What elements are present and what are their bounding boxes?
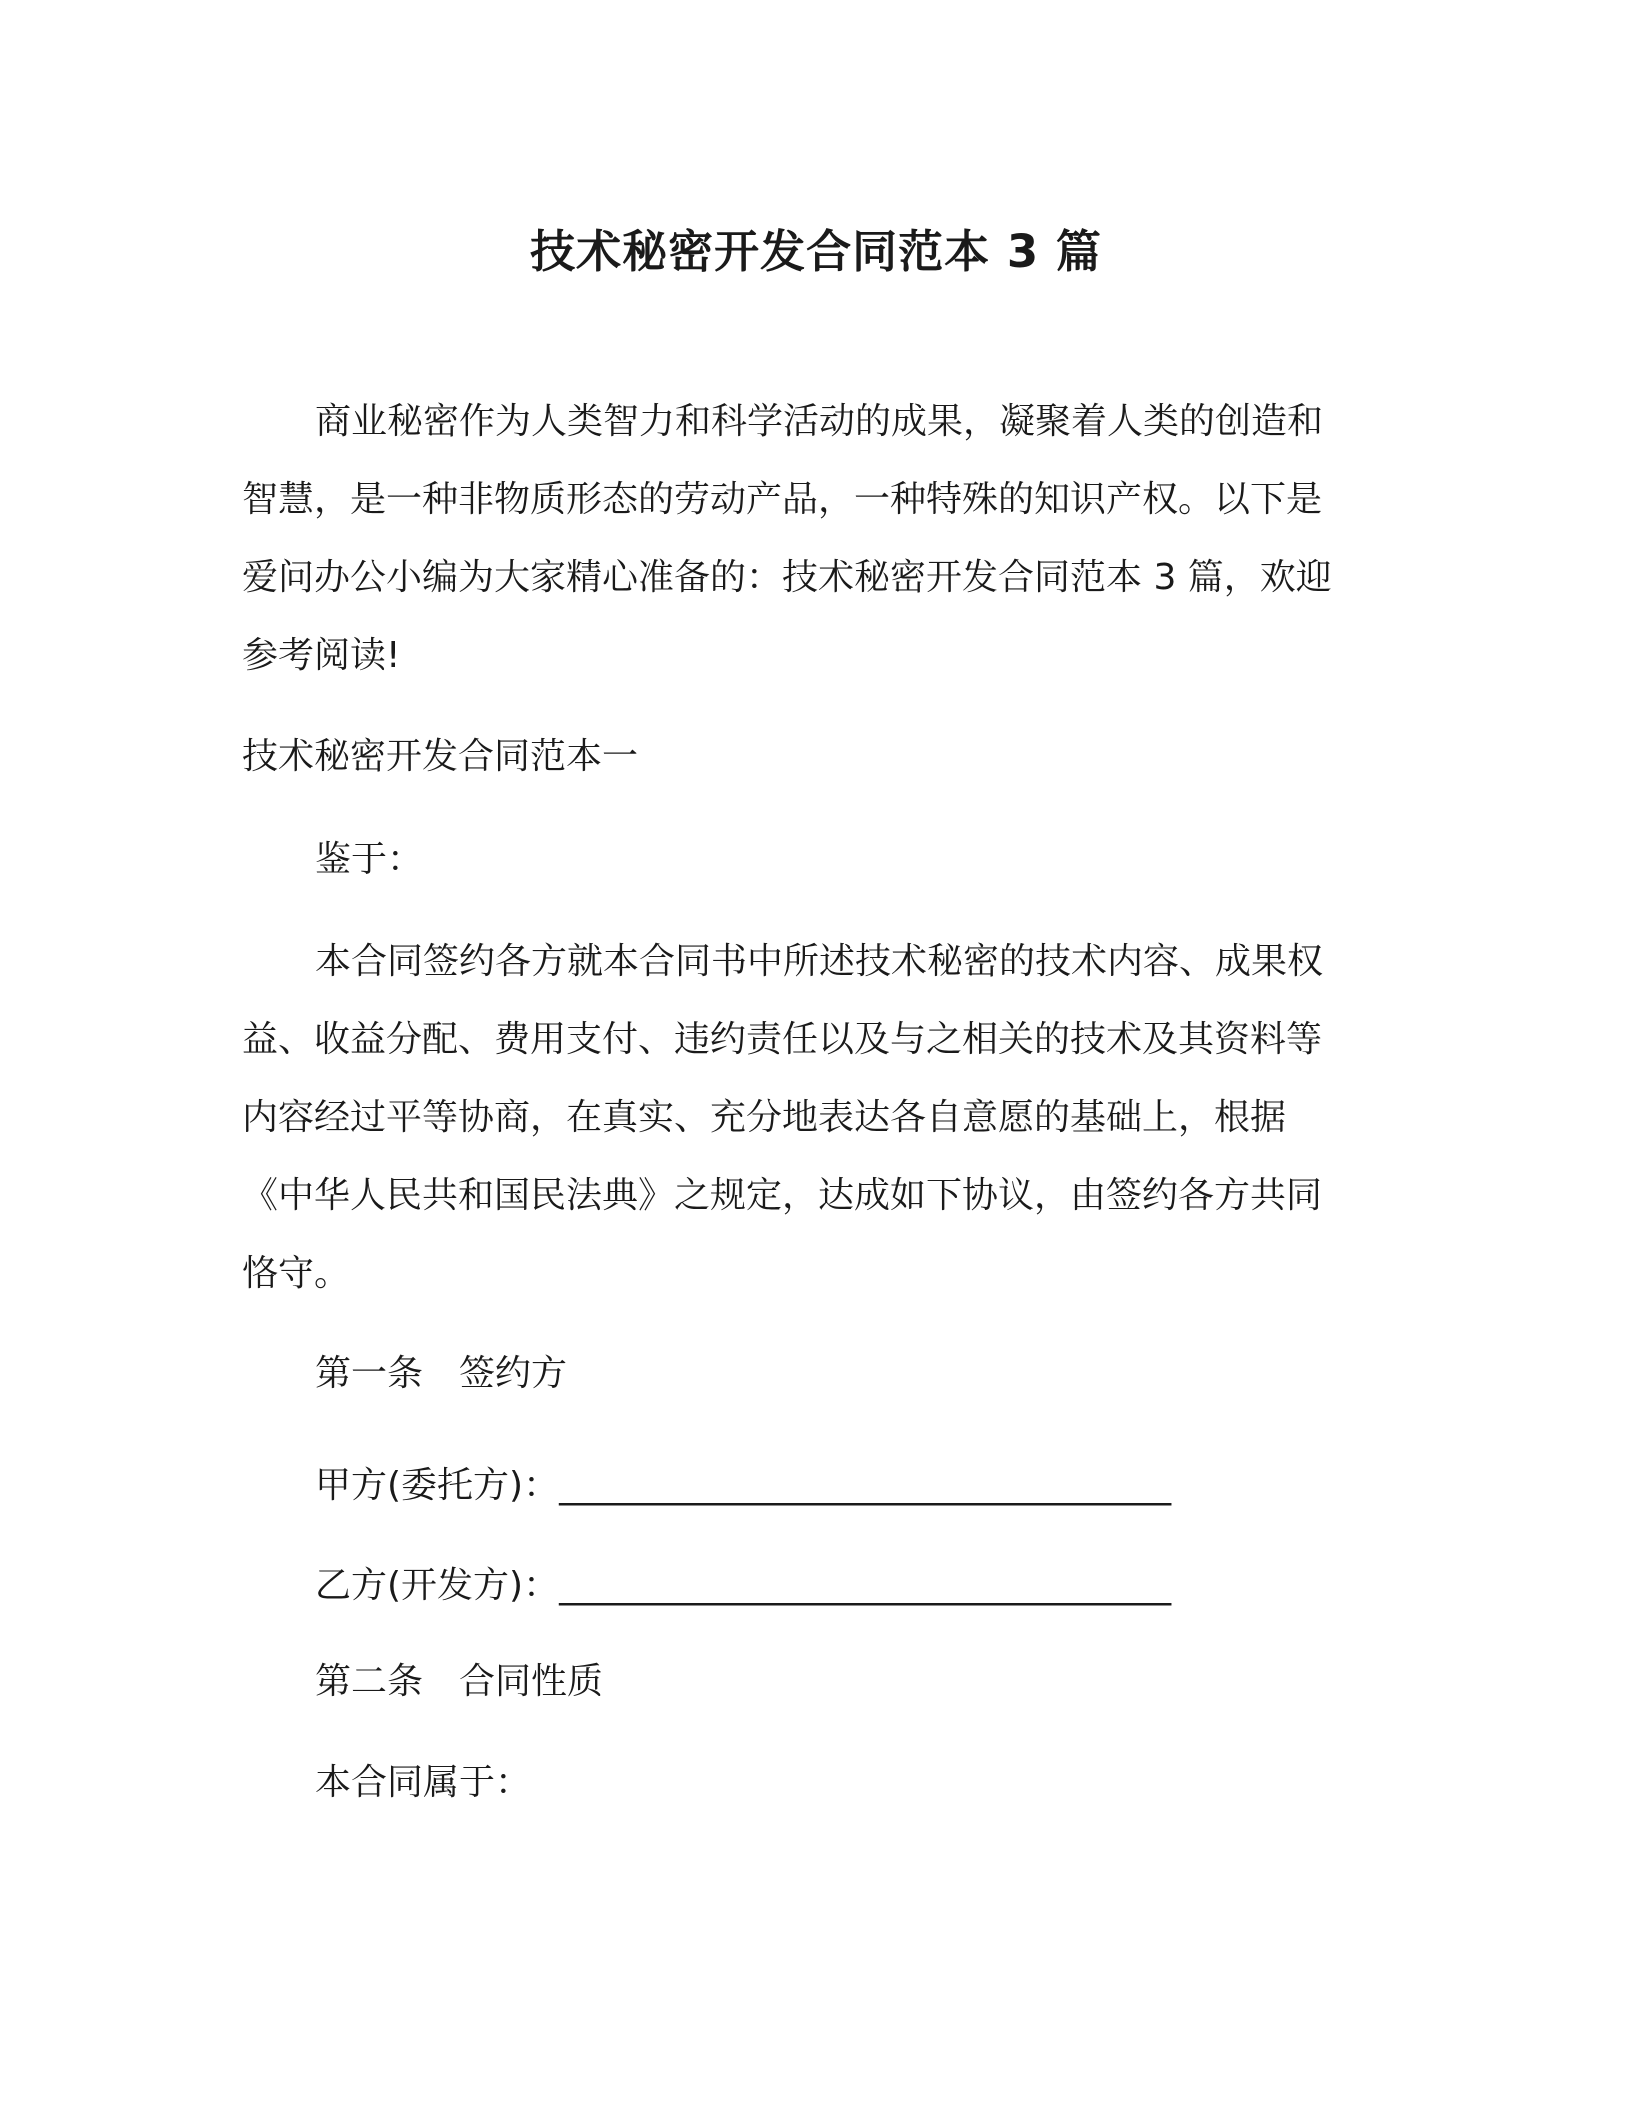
intro-line: 爱问办公小编为大家精心准备的：技术秘密开发合同范本 3 篇，欢迎 (242, 557, 1332, 598)
article-two-number: 第二条 (315, 1661, 424, 1702)
article-two (242, 1643, 1377, 1721)
intro-line: 参考阅读! (242, 635, 401, 676)
preamble-line: 恪守。 (242, 1253, 351, 1294)
preamble-line: 《中华人民共和国民法典》之规定，达成如下协议，由签约各方共同 (242, 1175, 1323, 1216)
document-title: 技术秘密开发合同范本 3 篇 (530, 225, 1102, 278)
intro-paragraph (242, 383, 1377, 695)
whereas-paragraph (242, 821, 1377, 899)
preamble-line: 本合同签约各方就本合同书中所述技术秘密的技术内容、成果权 (315, 941, 1324, 982)
contract-belongs-paragraph (242, 1744, 1377, 1822)
intro-line: 智慧，是一种非物质形态的劳动产品，一种特殊的知识产权。以下是 (242, 479, 1323, 520)
party-b-row (242, 1547, 1377, 1625)
contract-belongs-text: 本合同属于： (315, 1762, 532, 1803)
article-one-title: 签约方 (459, 1353, 568, 1394)
preamble-paragraph (242, 923, 1377, 1313)
preamble-line: 益、收益分配、费用支付、违约责任以及与之相关的技术及其资料等 (242, 1019, 1323, 1060)
intro-line: 商业秘密作为人类智力和科学活动的成果，凝聚着人类的创造和 (315, 401, 1324, 442)
section-heading (242, 718, 1377, 796)
party-a-blank[interactable]: __________________________________ (559, 1465, 1172, 1506)
party-a-label: 甲方(委托方)： (315, 1465, 560, 1506)
party-a-row (242, 1447, 1377, 1525)
party-b-label: 乙方(开发方)： (315, 1565, 560, 1606)
article-one (242, 1335, 1377, 1413)
party-b-blank[interactable]: __________________________________ (559, 1565, 1172, 1606)
article-two-title: 合同性质 (459, 1661, 604, 1702)
article-one-number: 第一条 (315, 1353, 424, 1394)
section-heading-text: 技术秘密开发合同范本一 (242, 736, 639, 777)
preamble-line: 内容经过平等协商，在真实、充分地表达各自意愿的基础上，根据 (242, 1097, 1287, 1138)
whereas-text: 鉴于： (315, 839, 424, 880)
